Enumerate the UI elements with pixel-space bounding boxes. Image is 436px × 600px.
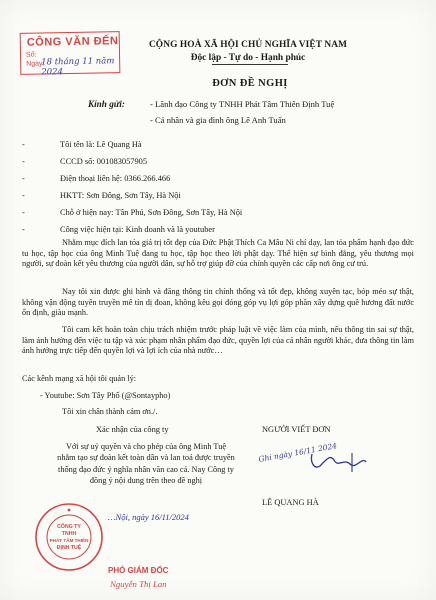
motto-underline xyxy=(212,64,288,65)
company-position: PHÓ GIÁM ĐỐC xyxy=(108,566,169,575)
company-handwritten-date: …Nội, ngày 16/11/2024 xyxy=(108,512,189,522)
thanks-line: Tôi xin chân thành cảm ơn./. xyxy=(62,407,158,416)
paragraph-responsibility: Tôi cam kết hoàn toàn chịu trách nhiệm trước pháp luật về việc làm của mình, nếu thông tin sai sự thật, làm ảnh hưởng đến việc tu tập và xúc phạm nhân phẩm đạo đức, quyền lợi của cá nhân người khác, đưa thông tin làm ảnh hưởng trực tiếp đến quyền lợi và lợi ích của nhà nước… xyxy=(22,325,414,356)
paragraph-commitment-content: Nay tôi xin được ghi hình và đăng thông tin chính thống và tốt đẹp, không xuyên tạc, bóp méo sự thật, không vận động tuyên truyền mê tín dị đoan, không kêu gọi đóng góp vụ lợi góp phần xây dựng quê hương đất nước ổn định, giàu mạnh. xyxy=(22,287,414,318)
motto: Độc lập - Tự do - Hạnh phúc xyxy=(190,53,306,63)
applicant-label: NGƯỜI VIẾT ĐƠN xyxy=(262,425,331,434)
seal-line-3: PHÁT TÂM THIÊN xyxy=(49,538,89,543)
company-confirm-text: Với sự uỷ quyền và cho phép của ông Minh Tuệ nhằm tạo sự đoàn kết toàn dân và lan toả được truyền thống đạo đức ý nghĩa nhân văn cao cả. Nay Công ty đồng ý nội dung trên theo đề nghị xyxy=(57,442,235,486)
seal-line-4: ĐỊNH TUỆ xyxy=(56,545,82,551)
company-signer: Nguyễn Thị Lan xyxy=(110,579,167,589)
paragraph-purpose: Nhằm mục đích lan tỏa giá trị tốt đẹp của Đức Phật Thích Ca Mâu Ni chỉ dạy, lan tỏa phẩm hạnh đạo đức tu học, tập học của ông Minh Tuệ đang tu học, tập học theo lời phật dạy. Thể hiện sự bình đẳng, yêu thương mọi người, sự đoàn kết yêu thương của người dân, sự hỗ trợ giúp đỡ của chính quyền các cấp nơi ông cư trú. xyxy=(22,238,414,269)
info-line: - HKTT: Sơn Đông, Sơn Tây, Hà Nội xyxy=(22,191,181,200)
kinh-gui-label: Kính gửi: xyxy=(88,99,125,109)
company-seal xyxy=(34,502,104,572)
info-line: - CCCD số: 001083057905 xyxy=(22,157,148,166)
applicant-handwritten-date: Ghi ngày 16/11 2024 xyxy=(257,441,338,464)
seal-line-1: CÔNG TY xyxy=(57,524,81,530)
info-line: - Tôi tên là: Lê Quang Hà xyxy=(22,140,142,149)
info-line: - Chỗ ở hiện nay: Tân Phú, Sơn Đông, Sơn Tây, Hà Nội xyxy=(22,208,243,217)
stamp-title: CÔNG VĂN ĐẾN xyxy=(26,35,119,49)
channels-intro: Các kênh mạng xã hội tôi quản lý: xyxy=(22,374,137,383)
incoming-document-stamp xyxy=(20,31,121,78)
applicant-signature xyxy=(306,450,376,476)
channel-item: - Youtube: Sơn Tây Phố (@Sontaypho) xyxy=(40,391,171,400)
stamp-ngay-label: Ngày: xyxy=(26,60,45,68)
nation-title: CỘNG HOÀ XÃ HỘI CHỦ NGHĨA VIỆT NAM xyxy=(148,40,348,50)
company-confirm-label: Xác nhận của công ty xyxy=(96,425,169,434)
seal-line-2: TNHH xyxy=(61,531,77,537)
recipient-2: - Cá nhân và gia đình ông Lê Anh Tuấn xyxy=(150,115,286,125)
stamp-so-label: Số: xyxy=(25,51,37,59)
stamp-handwritten-date: 18 tháng 11 năm 2024 xyxy=(41,56,115,78)
info-line: - Công việc hiện tại: Kinh doanh và là youtuber xyxy=(22,225,215,234)
recipient-1: - Lãnh đạo Công ty TNHH Phát Tâm Thiên Định Tuệ xyxy=(150,99,335,109)
info-line: - Điện thoại liên hệ: 0366.266.466 xyxy=(22,174,171,183)
document-title: ĐƠN ĐỀ NGHỊ xyxy=(212,78,288,89)
applicant-name: LÊ QUANG HÀ xyxy=(262,498,319,507)
